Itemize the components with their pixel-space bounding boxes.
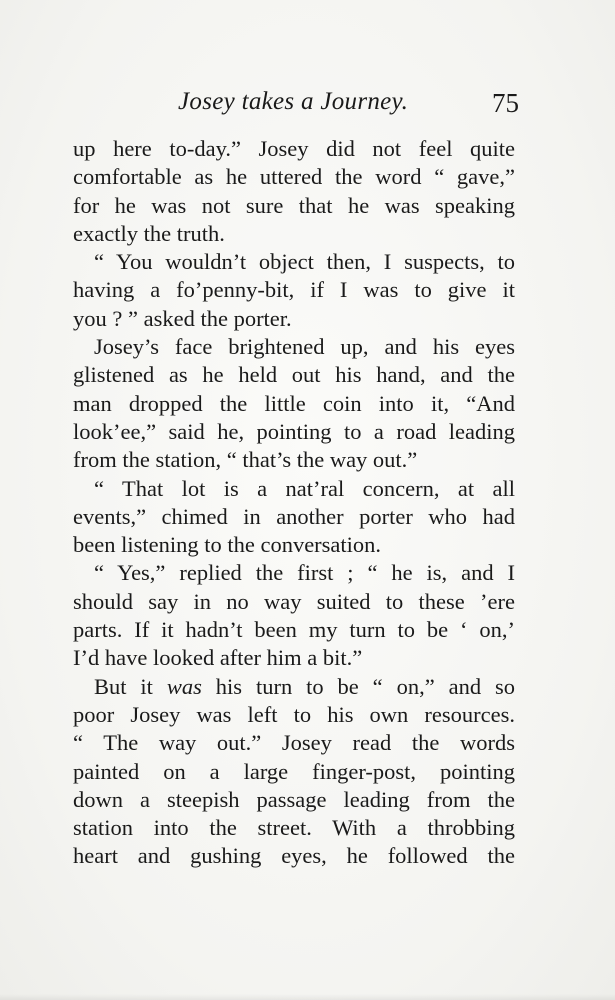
text-line: parts. If it hadn’t been my turn to be ‘ on,’ <box>73 617 515 643</box>
text-line: “ Yes,” replied the first ; “ he is, and I <box>94 560 515 586</box>
text-line: “ The way out.” Josey read the words <box>73 730 515 756</box>
running-title: Josey takes a Journey. <box>178 88 409 115</box>
text-line: painted on a large finger-post, pointing <box>73 758 515 784</box>
text-line: for he was not sure that he was speaking <box>73 192 515 218</box>
text-line: having a fo’penny-bit, if I was to give it <box>73 277 515 303</box>
text-line: you ? ” asked the porter. <box>73 305 292 331</box>
text-line: “ You wouldn’t object then, I suspects, to <box>94 249 515 275</box>
page-number: 75 <box>492 88 519 118</box>
text-line: exactly the truth. <box>73 220 225 246</box>
text-line-with-italic <box>73 673 515 701</box>
text-line: poor Josey was left to his own resources. <box>73 701 515 727</box>
text-line: look’ee,” said he, pointing to a road leading <box>73 418 515 444</box>
text-line: should say in no way suited to these ’ere <box>73 588 515 614</box>
page-edge-shadow <box>0 994 615 1000</box>
text-line: events,” chimed in another porter who had <box>73 503 515 529</box>
text-line: comfortable as he uttered the word “ gave,” <box>73 164 515 190</box>
text-line: up here to-day.” Josey did not feel quite <box>73 136 515 161</box>
page-header <box>74 82 519 122</box>
text-line: been listening to the conversation. <box>73 532 382 558</box>
text-line: station into the street. With a throbbing <box>73 815 515 841</box>
text-fragment: But it <box>94 673 167 699</box>
text-fragment: his turn to be “ on,” and so <box>215 673 515 699</box>
body-text <box>73 135 515 871</box>
text-line: from the station, “ that’s the way out.” <box>73 447 418 473</box>
text-line: I’d have looked after him a bit.” <box>73 645 363 671</box>
text-line: down a steepish passage leading from the <box>73 786 515 812</box>
italic-word: was <box>166 673 202 699</box>
text-line: Josey’s face brightened up, and his eyes <box>94 334 515 360</box>
text-line: heart and gushing eyes, he followed the <box>73 843 515 869</box>
text-line: man dropped the little coin into it, “And <box>73 390 515 416</box>
text-line: “ That lot is a nat’ral concern, at all <box>94 475 515 501</box>
text-line: glistened as he held out his hand, and the <box>73 362 515 388</box>
